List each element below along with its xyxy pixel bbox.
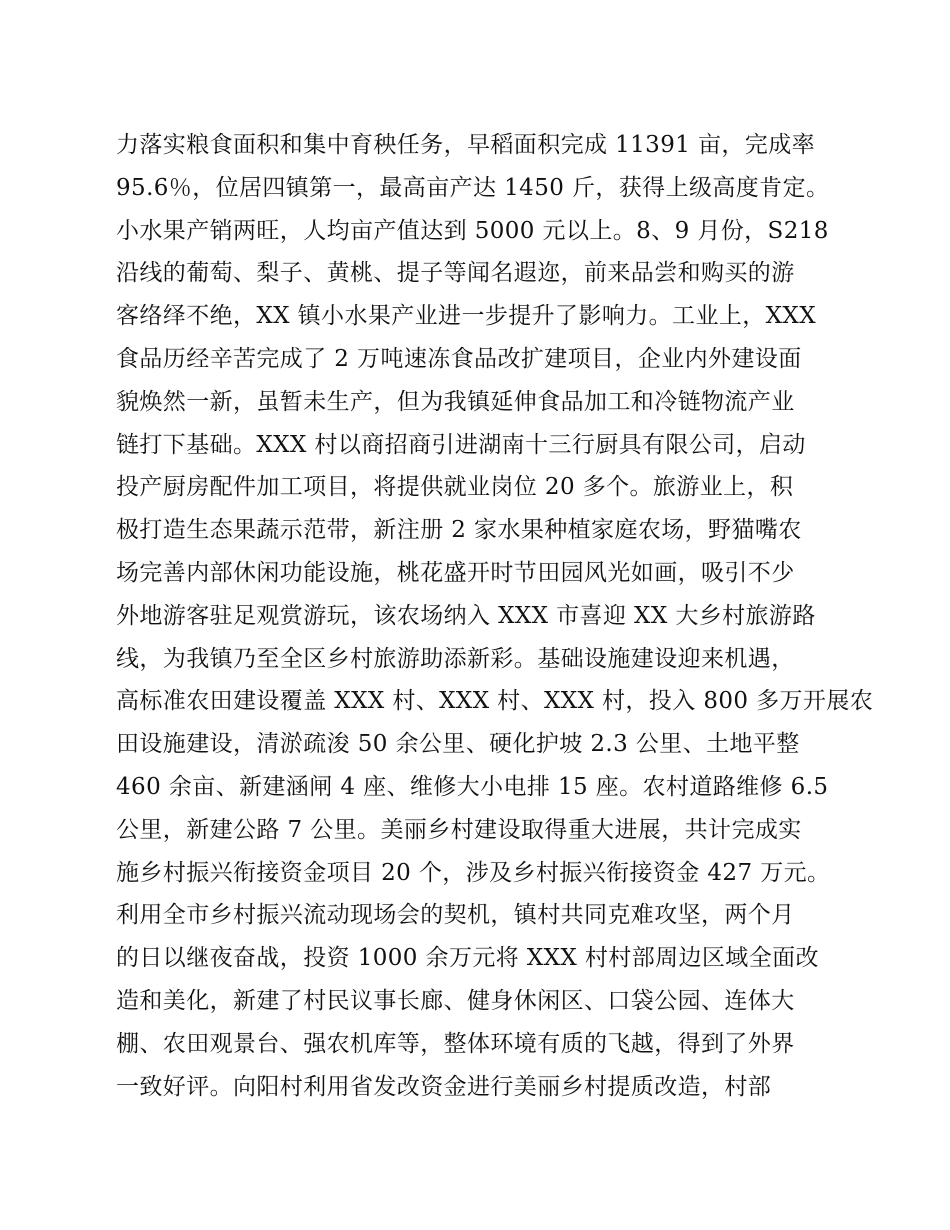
text-line-2: 95.6％，位居四镇第一，最高亩产达 1450 斤，获得上级高度肯定。 — [116, 174, 830, 201]
text-line-8: 链打下基础。XXX 村以商招商引进湖南十三行厨具有限公司，启动 — [116, 431, 806, 458]
text-line-18: 施乡村振兴衔接资金项目 20 个，涉及乡村振兴衔接资金 427 万元。 — [116, 859, 831, 886]
text-line-20: 的日以继夜奋战，投资 1000 余万元将 XXX 村村部周边区域全面改 — [116, 945, 819, 972]
text-line-5: 客络绎不绝，XX 镇小水果产业进一步提升了影响力。工业上，XXX — [116, 303, 816, 330]
text-line-22: 棚、农田观景台、强农机库等，整体环境有质的飞越，得到了外界 — [116, 1030, 795, 1057]
text-line-13: 线，为我镇乃至全区乡村旅游助添新彩。基础设施建设迎来机遇， — [116, 645, 795, 672]
text-line-6: 食品历经辛苦完成了 2 万吨速冻食品改扩建项目，企业内外建设面 — [116, 345, 802, 372]
text-line-15: 田设施建设，清淤疏浚 50 余公里、硬化护坡 2.3 公里、土地平整 — [116, 731, 800, 758]
body-paragraph — [116, 124, 874, 1108]
text-line-1: 力落实粮食面积和集中育秧任务，早稻面积完成 11391 亩，完成率 — [116, 132, 815, 158]
text-line-16: 460 余亩、新建涵闸 4 座、维修大小电排 15 座。农村道路维修 6.5 — [116, 773, 829, 800]
text-line-19: 利用全市乡村振兴流动现场会的契机，镇村共同克难攻坚，两个月 — [116, 902, 795, 929]
text-line-17: 公里，新建公路 7 公里。美丽乡村建设取得重大进展，共计完成实 — [116, 816, 802, 843]
text-line-11: 场完善内部休闲功能设施，桃花盛开时节田园风光如画，吸引不少 — [116, 559, 795, 586]
text-line-10: 极打造生态果蔬示范带，新注册 2 家水果种植家庭农场，野猫嘴农 — [116, 517, 802, 544]
text-line-23: 一致好评。向阳村利用省发改资金进行美丽乡村提质改造，村部 — [116, 1073, 772, 1100]
text-line-7: 貌焕然一新，虽暂未生产，但为我镇延伸食品加工和冷链物流产业 — [116, 388, 795, 415]
text-line-21: 造和美化，新建了村民议事长廊、健身休闲区、口袋公园、连体大 — [116, 987, 795, 1014]
text-line-9: 投产厨房配件加工项目，将提供就业岗位 20 多个。旅游业上，积 — [116, 474, 794, 501]
text-line-4: 沿线的葡萄、梨子、黄桃、提子等闻名遐迩，前来品尝和购买的游 — [116, 260, 795, 287]
text-line-3: 小水果产销两旺，人均亩产值达到 5000 元以上。8、9 月份，S218 — [116, 217, 829, 244]
text-line-12: 外地游客驻足观赏游玩，该农场纳入 XXX 市喜迎 XX 大乡村旅游路 — [116, 602, 816, 629]
text-line-14: 高标准农田建设覆盖 XXX 村、XXX 村、XXX 村，投入 800 多万开展农 — [116, 688, 874, 715]
